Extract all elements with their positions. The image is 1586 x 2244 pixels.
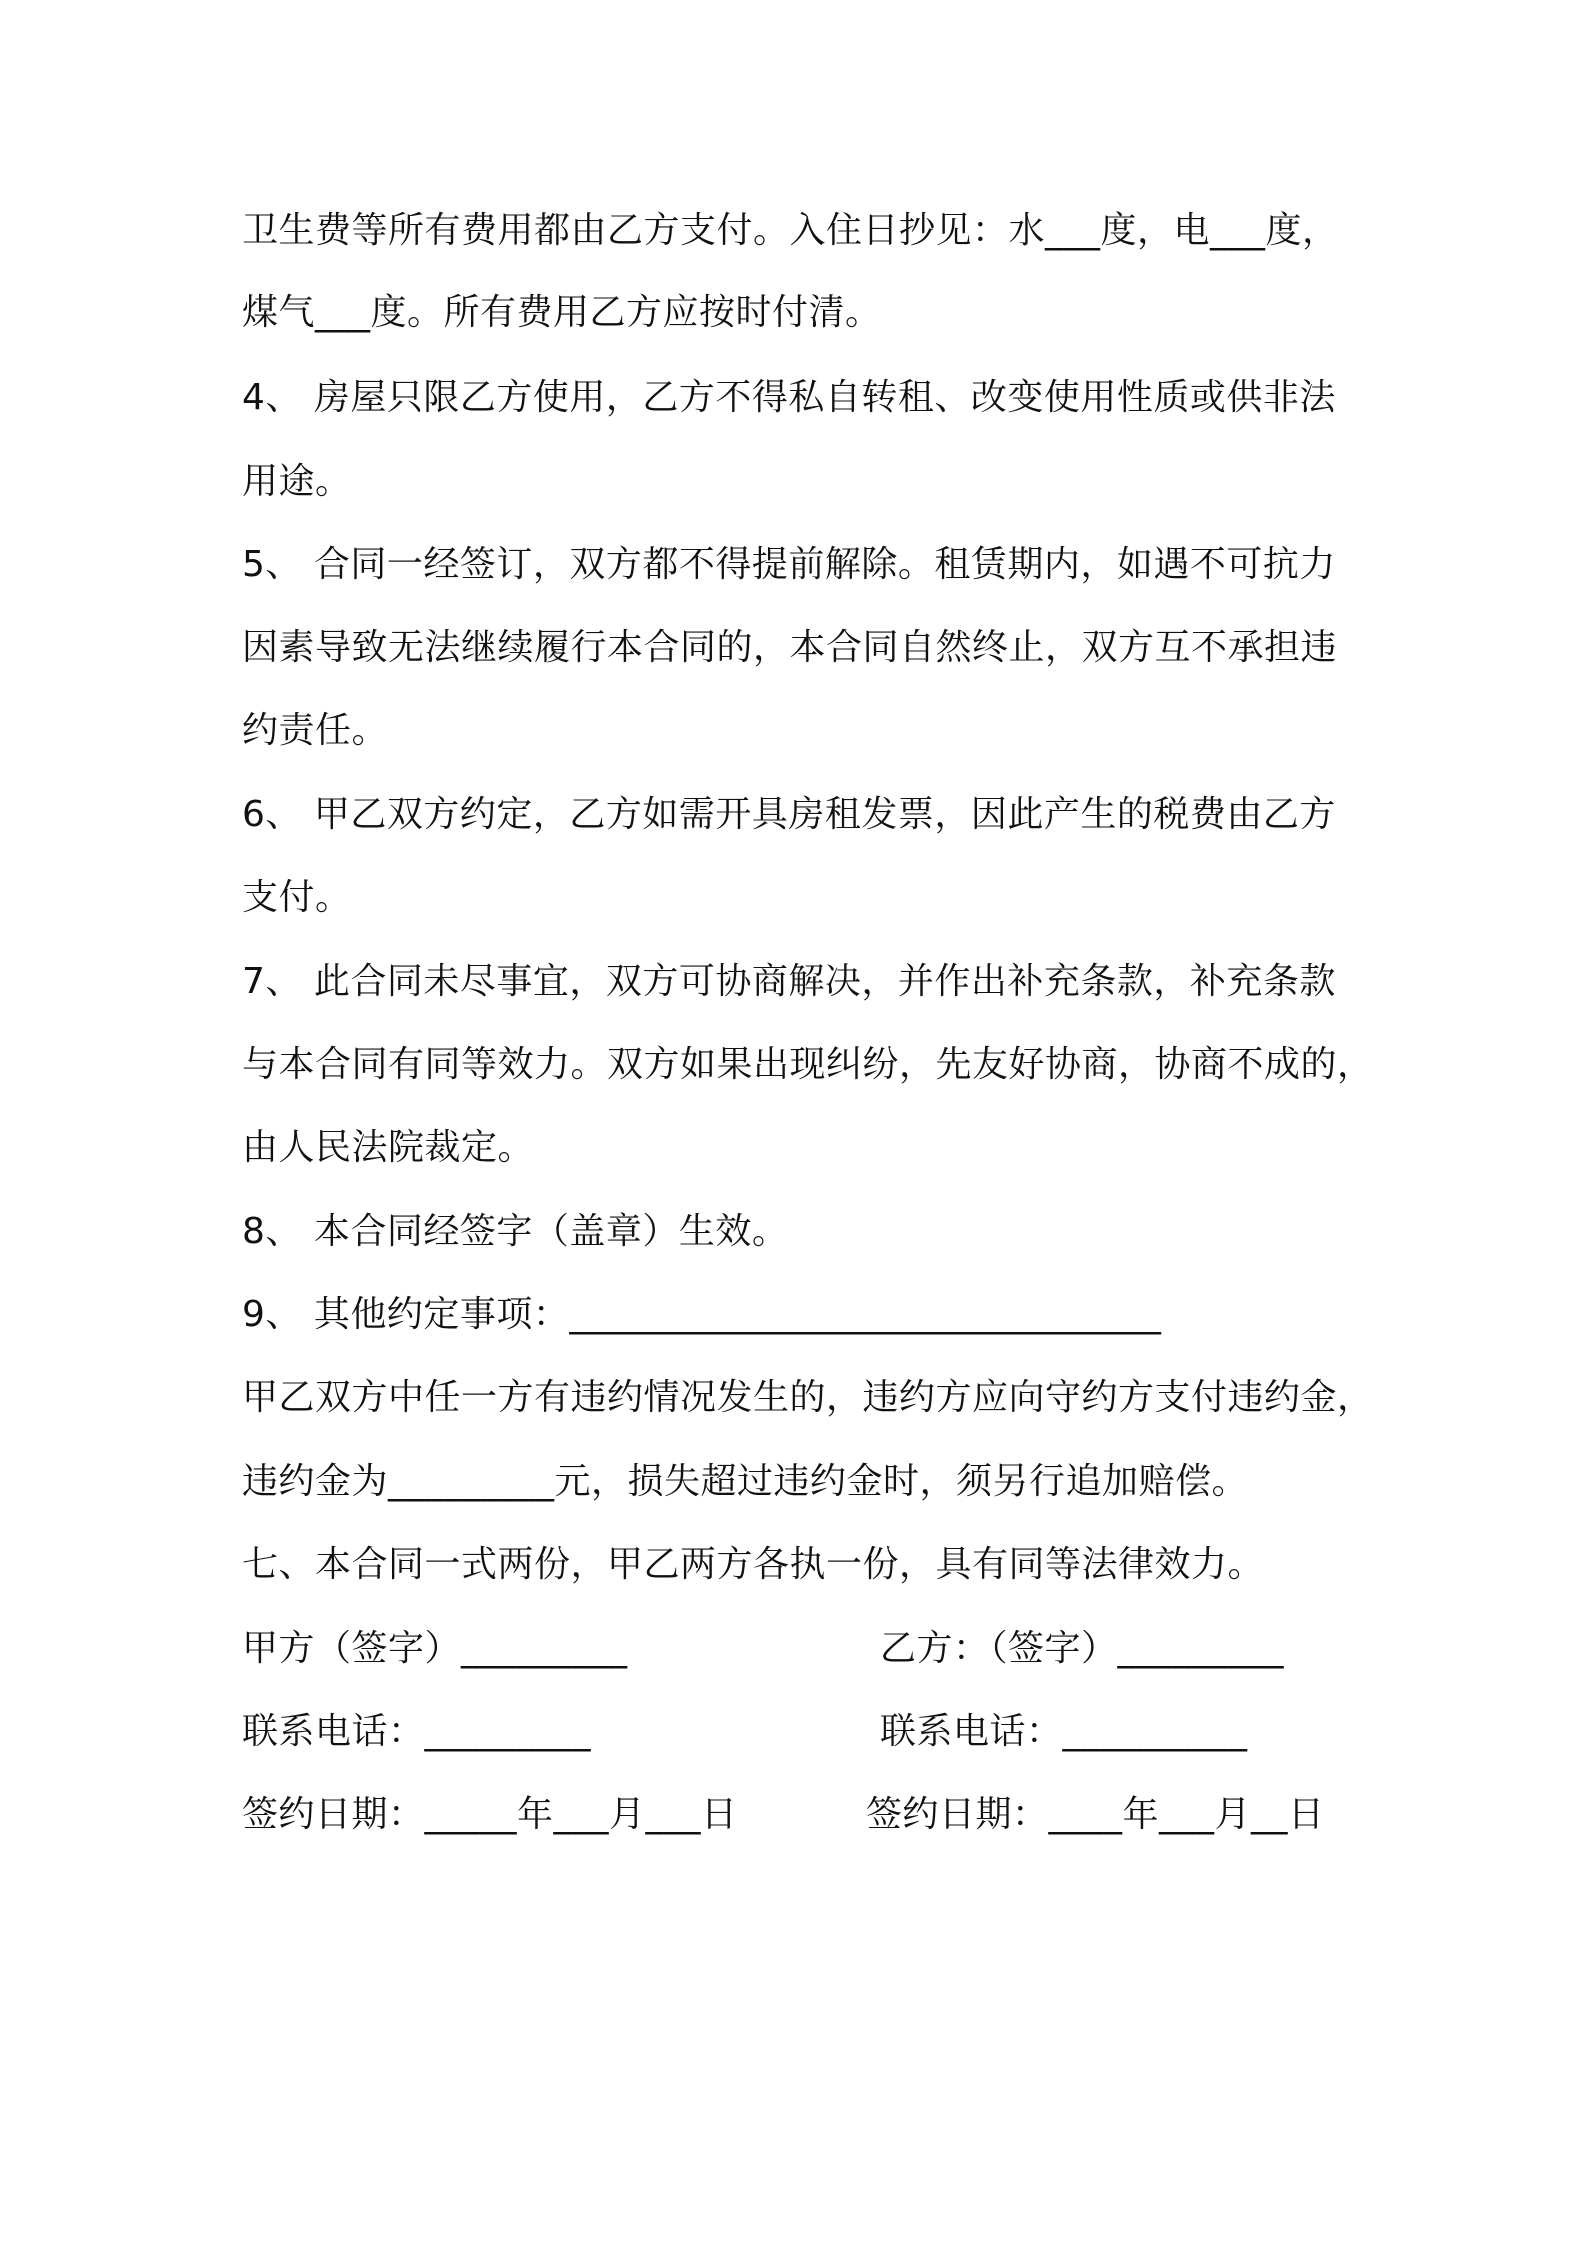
paragraph-line: 甲乙双方中任一方有违约情况发生的，违约方应向守约方支付违约金， bbox=[242, 1377, 1374, 1418]
paragraph-line: 用途。 bbox=[242, 461, 352, 502]
clause-5: 5、 合同一经签订，双方都不得提前解除。租赁期内，如遇不可抗力 bbox=[242, 544, 1336, 585]
party-b-signature: 乙方：（签字）_________ bbox=[880, 1628, 1285, 1669]
clause-8: 8、 本合同经签字（盖章）生效。 bbox=[242, 1211, 789, 1252]
clause-copies: 七、本合同一式两份，甲乙两方各执一份，具有同等法律效力。 bbox=[242, 1544, 1265, 1585]
clause-9: 9、 其他约定事项：________________________________ bbox=[242, 1294, 1162, 1335]
clause-6: 6、 甲乙双方约定，乙方如需开具房租发票，因此产生的税费由乙方 bbox=[242, 794, 1336, 835]
party-b-phone: 联系电话：__________ bbox=[880, 1711, 1248, 1752]
clause-7: 7、 此合同未尽事宜，双方可协商解决，并作出补充条款，补充条款 bbox=[242, 961, 1336, 1002]
paragraph-line: 违约金为_________元，损失超过违约金时，须另行追加赔偿。 bbox=[242, 1461, 1249, 1502]
clause-4: 4、 房屋只限乙方使用，乙方不得私自转租、改变使用性质或供非法 bbox=[242, 377, 1336, 418]
paragraph-line: 与本合同有同等效力。双方如果出现纠纷，先友好协商，协商不成的， bbox=[242, 1044, 1374, 1085]
paragraph-line: 煤气___度。所有费用乙方应按时付清。 bbox=[242, 292, 882, 333]
paragraph-line: 由人民法院裁定。 bbox=[242, 1127, 535, 1168]
party-a-signature: 甲方（签字）_________ bbox=[242, 1628, 628, 1669]
paragraph-line: 支付。 bbox=[242, 877, 352, 918]
party-a-date: 签约日期：_____年___月___日 bbox=[242, 1794, 738, 1835]
paragraph-line: 卫生费等所有费用都由乙方支付。入住日抄见：水___度，电___度， bbox=[242, 210, 1339, 251]
paragraph-line: 约责任。 bbox=[242, 710, 389, 751]
party-a-phone: 联系电话：_________ bbox=[242, 1711, 592, 1752]
party-b-date: 签约日期：____年___月__日 bbox=[866, 1794, 1325, 1835]
paragraph-line: 因素导致无法继续履行本合同的，本合同自然终止，双方互不承担违 bbox=[242, 627, 1338, 668]
